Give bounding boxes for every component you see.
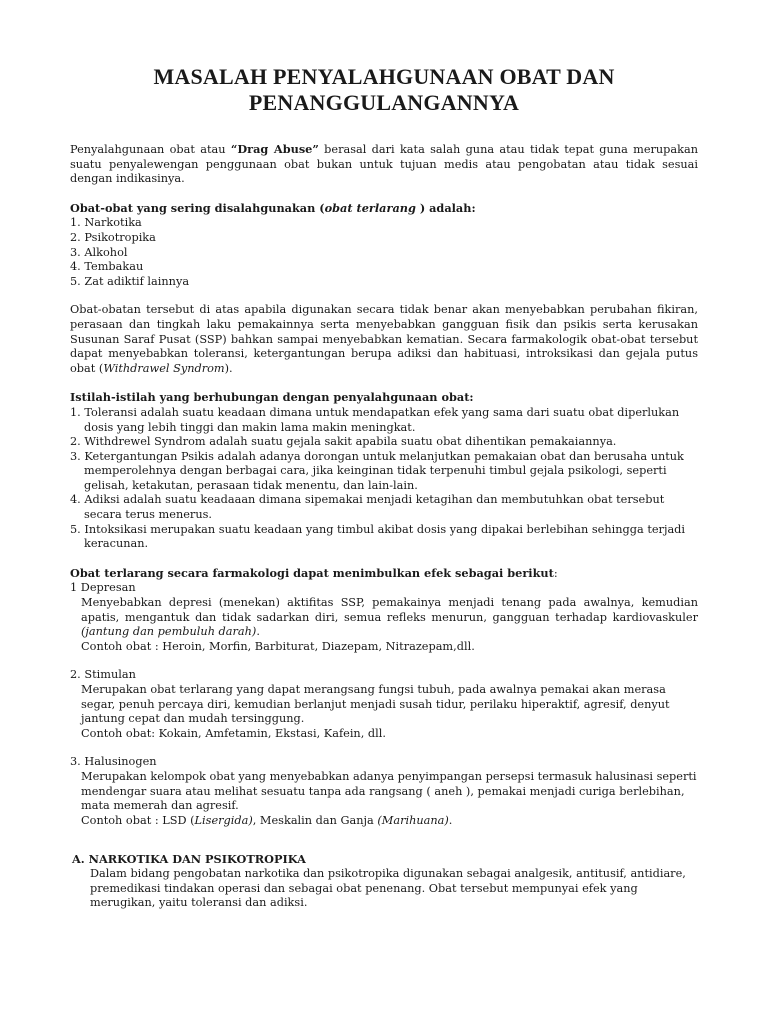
- section-a-heading: A. NARKOTIKA DAN PSIKOTROPIKA: [72, 852, 306, 867]
- pharmacology-heading-colon: :: [553, 566, 558, 580]
- list-item: 5. Intoksikasi merupakan suatu keadaan yang timbul akibat dosis yang dipakai berlebihan sehingga terjadi keracunan.: [70, 522, 686, 551]
- terms-heading-text: Istilah-istilah yang berhubungan dengan penyalahgunaan obat:: [70, 390, 474, 405]
- document-title: [70, 64, 698, 116]
- depresan-desc-italic: (jantung dan pembuluh darah): [81, 625, 257, 639]
- depresan-desc-end: .: [256, 625, 260, 639]
- halusinogen-description: Merupakan kelompok obat yang menyebabkan adanya penyimpangan persepsi termasuk halusinasi seperti mendengar suara atau melihat sesuatu tanpa ada rangsang ( aneh ), pemakai menjadi curiga berlebihan, mata memerah dan agresif.: [81, 769, 697, 813]
- depresan-label: 1 Depresan: [70, 581, 136, 595]
- pharmacology-heading: [70, 566, 698, 582]
- drugs-heading-italic: obat terlarang: [324, 200, 416, 215]
- drugs-list: [70, 216, 698, 289]
- depresan-description: [70, 596, 698, 640]
- intro-text-rest: berasal dari kata salah guna atau tidak tepat guna merupakan suatu penyalewengan penggunaan obat bukan untuk tujuan medis atau pengobatan atau tidak sesuai dengan indikasinya.: [70, 143, 698, 186]
- halusinogen-example-mid: , Meskalin dan Ganja: [252, 813, 378, 827]
- halusinogen-example-end: .: [448, 813, 453, 827]
- depresan-desc-text: Menyebabkan depresi (menekan) aktifitas SSP, pemakainya menjadi tenang pada awalnya, kemudian apatis, mengantuk dan tidak sadarkan diri, semua refleks menurun, gangguan terhadap kardiovaskuler: [81, 596, 698, 624]
- list-item: 4. Adiksi adalah suatu keadaaan dimana sipemakai menjadi ketagihan dan membutuhkan obat tersebut secara terus menerus.: [70, 493, 665, 522]
- drugs-heading-text: Obat-obat yang sering disalahgunakan (: [70, 200, 325, 215]
- depresan-example: Contoh obat : Heroin, Morfin, Barbiturat, Diazepam, Nitrazepam,dll.: [81, 639, 475, 653]
- list-item: 3. Ketergantungan Psikis adalah adanya dorongan untuk melanjutkan pemakaian obat dan berusaha untuk memperolehnya dengan berbagai cara, jika keinginan tidak terpenuhi timbul gejala psikologi, seperti gelisah, ketakutan, perasaan tidak menentu, dan lain-lain.: [70, 449, 684, 492]
- halusinogen-label: 3. Halusinogen: [70, 755, 157, 769]
- list-item: 1. Narkotika: [70, 216, 142, 230]
- list-item: 2. Psikotropika: [70, 230, 156, 244]
- pharmacology-heading-text: Obat terlarang secara farmakologi dapat menimbulkan efek sebagai berikut: [70, 565, 554, 580]
- intro-paragraph: [70, 142, 698, 187]
- list-item: 1. Toleransi adalah suatu keadaan dimana untuk mendapatkan efek yang sama dari suatu obat diperlukan dosis yang lebih tinggi dan makin lama makin meningkat.: [70, 405, 680, 434]
- list-item: 3. Alkohol: [70, 245, 128, 259]
- effects-paragraph-end: ).: [224, 361, 233, 375]
- effects-paragraph-text: Obat-obatan tersebut di atas apabila digunakan secara tidak benar akan menyebabkan perubahan fikiran, perasaan dan tingkah laku pemakainnya serta menyebabkan gangguan fisik dan psikis serta kerusakan Susunan Saraf Pusat (SSP) bahkan sampai menyebabkan kematian. Secara farmakologik obat-obat tersebut dapat menyebabkan toleransi, ketergantungan berupa adiksi dan habituasi, introksikasi dan gejala putus obat (: [70, 303, 698, 375]
- halusinogen-example-italic-2: (Marihuana): [377, 813, 449, 827]
- halusinogen-example: [70, 814, 698, 829]
- title-line-2: PENANGGULANGANNYA: [248, 90, 520, 115]
- list-item: 4. Tembakau: [70, 260, 144, 274]
- halusinogen-example-text: Contoh obat : LSD (: [81, 813, 195, 827]
- stimulan-label: 2. Stimulan: [70, 668, 136, 682]
- terms-heading: [70, 390, 698, 406]
- drugs-heading-end: ) adalah:: [415, 200, 476, 215]
- drugs-heading: [70, 201, 698, 217]
- list-item: 5. Zat adiktif lainnya: [70, 274, 190, 288]
- stimulan-example: Contoh obat: Kokain, Amfetamin, Ekstasi, Kafein, dll.: [81, 726, 386, 740]
- terms-list: [70, 406, 698, 552]
- section-a-body: Dalam bidang pengobatan narkotika dan psikotropika digunakan sebagai analgesik, antitusif, antidiare, premedikasi tindakan operasi dan sebagai obat penenang. Obat tersebut mempunyai efek yang merugikan, yaitu toleransi dan adiksi.: [90, 866, 686, 910]
- effects-paragraph: [70, 303, 698, 376]
- intro-text: Penyalahgunaan obat atau: [70, 143, 231, 156]
- stimulan-description: Merupakan obat terlarang yang dapat merangsang fungsi tubuh, pada awalnya pemakai akan merasa segar, penuh percaya diri, kemudian berlanjut menjadi susah tidur, perilaku hiperaktif, agresif, denyut jantung cepat dan mudah tersinggung.: [81, 683, 670, 726]
- title-line-1: MASALAH PENYALAHGUNAAN OBAT DAN: [153, 64, 615, 89]
- list-item: 2. Withdrewel Syndrom adalah suatu gejala sakit apabila suatu obat dihentikan pemakaiannya.: [70, 435, 617, 449]
- halusinogen-example-italic-1: Lisergida): [194, 813, 253, 827]
- effects-paragraph-italic: Withdrawel Syndrom: [103, 361, 225, 375]
- intro-term: “Drag Abuse”: [230, 142, 319, 156]
